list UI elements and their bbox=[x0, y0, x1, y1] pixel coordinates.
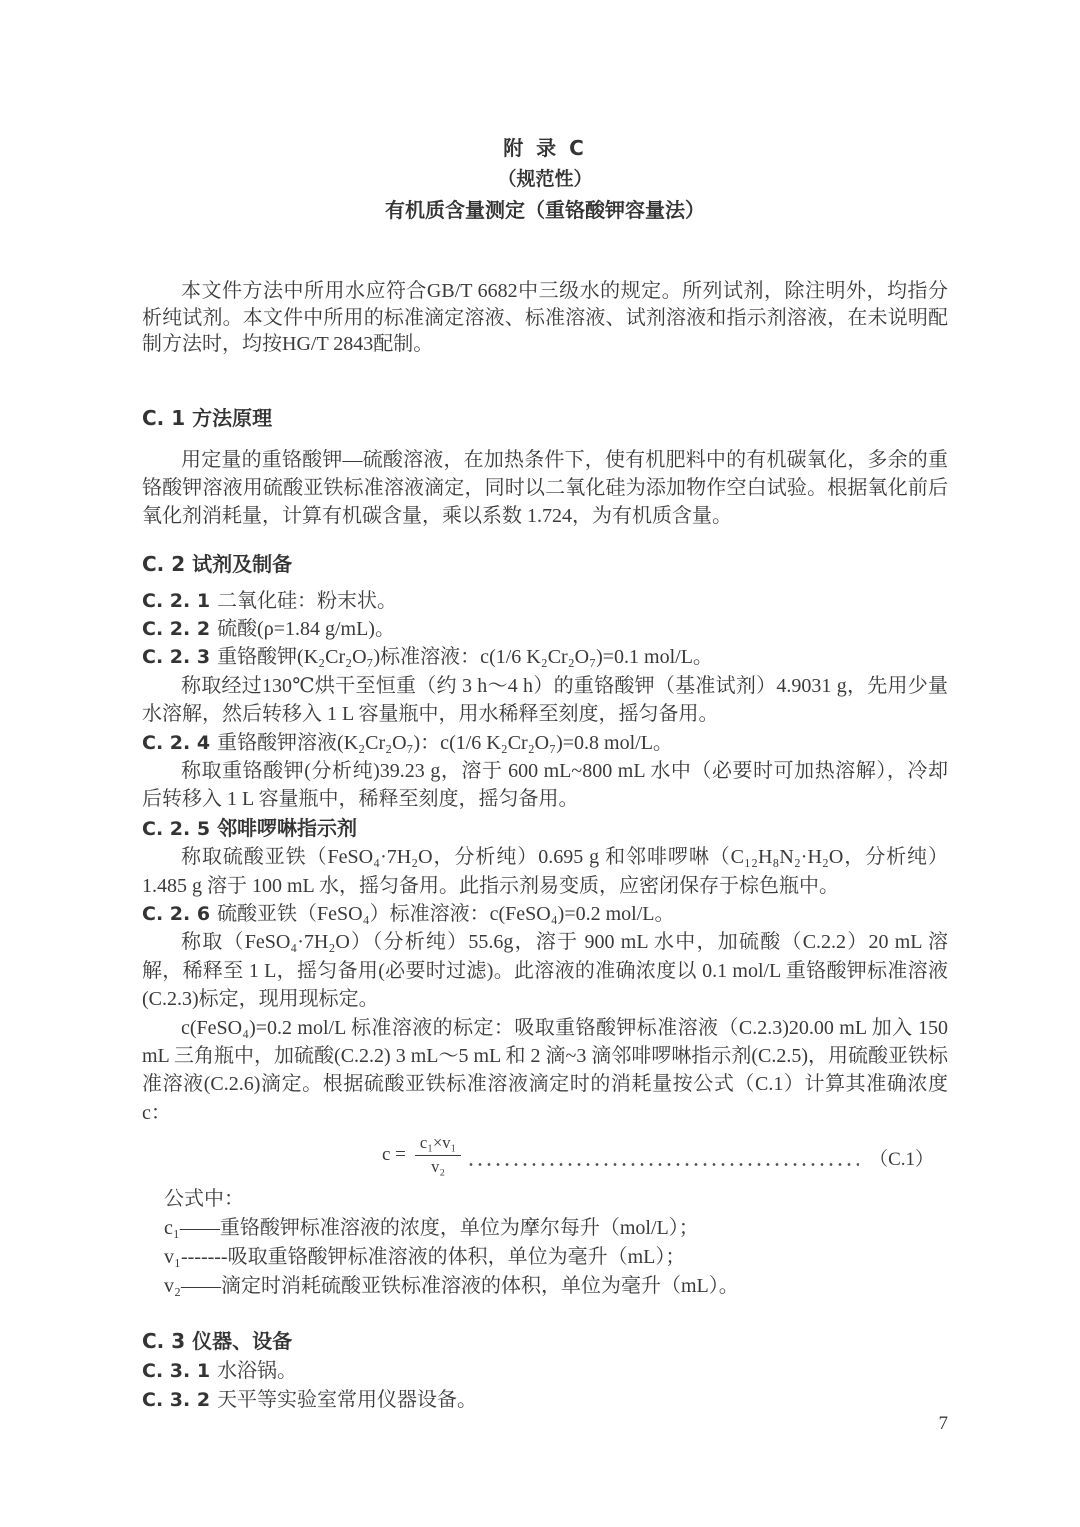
clause-text: 天平等实验室常用仪器设备。 bbox=[217, 1388, 478, 1411]
clause-c2-6 bbox=[142, 900, 948, 928]
clause-text: 重铬酸钾溶液(K₂Cr₂O₇)：c(1/6 K₂Cr₂O₇)=0.8 mol/L。 bbox=[217, 731, 673, 754]
clause-c2-6-paragraph-2: c(FeSO₄)=0.2 mol/L 标准溶液的标定：吸取重铬酸钾标准溶液（C.2.3)20.00 mL 加入 150 mL 三角瓶中，加硫酸(C.2.2) 3 mL～5 mL 和 2 滴~3 滴邻啡啰啉指示剂(C.2.5)，用硫酸亚铁标准溶液(C.2.6)滴定。根据硫酸亚铁标准溶液滴定时的消耗量按公式（C.1）计算其准确浓度 c： bbox=[142, 1016, 948, 1124]
clause-number: C. 3. 1 bbox=[142, 1360, 211, 1383]
clause-c2-4 bbox=[142, 729, 948, 757]
formula-numerator: c₁×v₁ bbox=[415, 1133, 461, 1156]
clause-text: 二氧化硅：粉末状。 bbox=[217, 589, 398, 612]
section-c3-body bbox=[142, 1357, 948, 1414]
appendix-title: 附 录 C bbox=[503, 136, 587, 160]
formula-definition-v2: v₂——滴定时消耗硫酸亚铁标准溶液的体积，单位为毫升（mL）。 bbox=[164, 1275, 739, 1298]
appendix-subject-title: 有机质含量测定（重铬酸钾容量法） bbox=[385, 198, 705, 222]
clause-number: C. 3. 2 bbox=[142, 1388, 211, 1411]
formula-lhs: c = bbox=[382, 1144, 406, 1166]
formula-c1 bbox=[142, 1131, 948, 1179]
clause-c2-5-paragraph: 称取硫酸亚铁（FeSO₄·7H₂O，分析纯）0.695 g 和邻啡啰啉（C₁₂H₈N₂·H₂O，分析纯）1.485 g 溶于 100 mL 水，摇匀备用。此指示剂易变质，应密闭保存于棕色瓶中。 bbox=[142, 846, 948, 897]
clause-c2-6-paragraph-1: 称取（FeSO₄·7H₂O）（分析纯）55.6g，溶于 900 mL 水中，加硫酸（C.2.2）20 mL 溶解，稀释至 1 L，摇匀备用(必要时过滤)。此溶液的准确浓度以 0.1 mol/L 重铬酸钾标准溶液(C.2.3)标定，现用现标定。 bbox=[142, 931, 948, 1011]
intro-paragraph: 本文件方法中所用水应符合GB/T 6682中三级水的规定。所列试剂，除注明外，均指分析纯试剂。本文件中所用的标准滴定溶液、标准溶液、试剂溶液和指示剂溶液，在未说明配制方法时，均按HG/T 2843配制。 bbox=[142, 280, 948, 355]
section-c1-heading: C. 1 方法原理 bbox=[142, 405, 273, 430]
clause-number: C. 2. 4 bbox=[142, 731, 211, 754]
clause-text: 硫酸(ρ=1.84 g/mL)。 bbox=[217, 617, 395, 640]
clause-text: 硫酸亚铁（FeSO₄）标准溶液：c(FeSO₄)=0.2 mol/L。 bbox=[217, 902, 675, 925]
clause-text: 邻啡啰啉指示剂 bbox=[217, 815, 358, 840]
section-c2-body bbox=[142, 587, 948, 1128]
section-c2-heading: C. 2 试剂及制备 bbox=[142, 551, 293, 576]
clause-c2-3 bbox=[142, 643, 948, 671]
clause-number: C. 2. 5 bbox=[142, 817, 211, 840]
document-content bbox=[142, 0, 948, 1414]
clause-c2-1 bbox=[142, 587, 948, 615]
dotted-leader bbox=[469, 1163, 859, 1166]
formula-notes-lead: 公式中： bbox=[164, 1188, 244, 1211]
clause-c2-5 bbox=[142, 814, 948, 843]
formula-number-label: （C.1） bbox=[869, 1148, 934, 1170]
clause-number: C. 2. 6 bbox=[142, 902, 211, 925]
clause-c3-1 bbox=[142, 1357, 948, 1385]
clause-c2-4-paragraph: 称取重铬酸钾(分析纯)39.23 g，溶于 600 mL~800 mL 水中（必要时可加热溶解），冷却后转移入 1 L 容量瓶中，稀释至刻度，摇匀备用。 bbox=[142, 759, 948, 811]
clause-c2-3-paragraph: 称取经过130℃烘干至恒重（约 3 h～4 h）的重铬酸钾（基准试剂）4.9031 g，先用少量水溶解，然后转移入 1 L 容量瓶中，用水稀释至刻度，摇匀备用。 bbox=[142, 674, 948, 726]
formula-fraction bbox=[415, 1133, 461, 1177]
formula-denominator: v₂ bbox=[431, 1156, 446, 1176]
section-c3-heading: C. 3 仪器、设备 bbox=[142, 1329, 293, 1354]
clause-number: C. 2. 3 bbox=[142, 646, 211, 669]
clause-text: 水浴锅。 bbox=[217, 1360, 298, 1383]
formula-definition-c1: c₁——重铬酸钾标准溶液的浓度，单位为摩尔每升（mol/L）； bbox=[164, 1217, 699, 1240]
section-c1-paragraph: 用定量的重铬酸钾—硫酸溶液，在加热条件下，使有机肥料中的有机碳氧化，多余的重铬酸钾溶液用硫酸亚铁标准溶液滴定，同时以二氧化硅为添加物作空白试验。根据氧化前后氧化剂消耗量，计算有机碳含量，乘以系数 1.724，为有机质含量。 bbox=[142, 448, 948, 527]
formula-definition-v1: v₁-------吸取重铬酸钾标准溶液的体积，单位为毫升（mL）； bbox=[164, 1246, 686, 1269]
clause-c2-2 bbox=[142, 615, 948, 643]
appendix-normative-label: （规范性） bbox=[497, 168, 593, 190]
formula-notes bbox=[142, 1185, 948, 1301]
clause-number: C. 2. 1 bbox=[142, 589, 211, 612]
page-number: 7 bbox=[938, 1413, 948, 1434]
clause-text: 重铬酸钾(K₂Cr₂O₇)标准溶液：c(1/6 K₂Cr₂O₇)=0.1 mol/L。 bbox=[217, 646, 713, 669]
clause-number: C. 2. 2 bbox=[142, 617, 211, 640]
